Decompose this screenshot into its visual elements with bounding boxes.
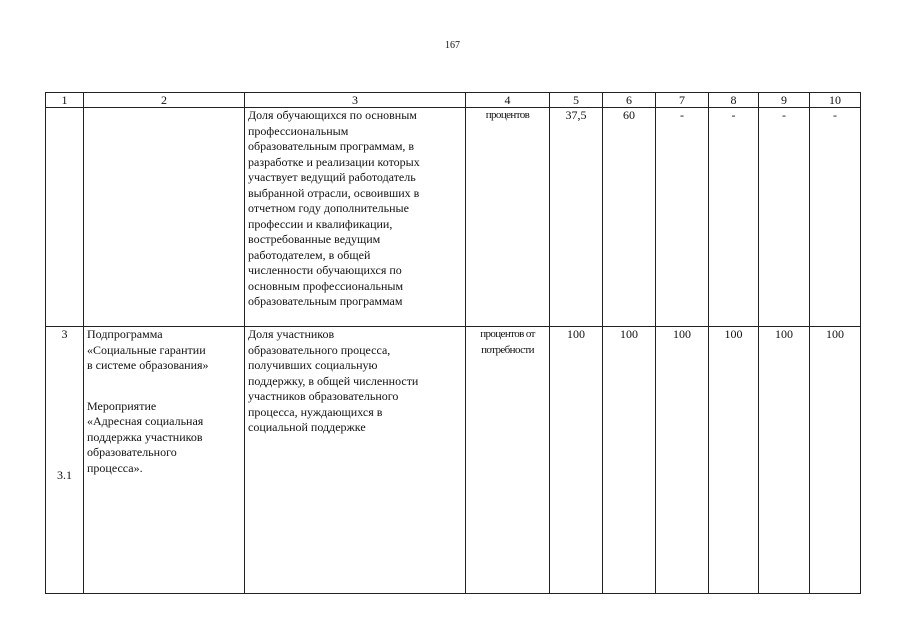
value-cell: 100 <box>656 327 709 594</box>
value-cell: 100 <box>550 327 603 594</box>
value-cell: 100 <box>603 327 656 594</box>
indicators-table <box>45 92 861 594</box>
value-cell: - <box>810 108 861 327</box>
value-cell: 100 <box>759 327 810 594</box>
subprogram-number: 3 <box>61 327 68 341</box>
header-cell: 7 <box>656 93 709 108</box>
header-row <box>46 93 861 108</box>
indicator-cell: Доля обучающихся по основным профессиональным образовательным программам, в разработке и реализации которых участвует ведущий работодатель выбранной отрасли, освоивших в отчетном году дополнительные профессии и квалификации, востребованные ведущим работодателем, в общей численности обучающихся по основным профессиональным образовательным программам <box>245 108 466 327</box>
program-name-cell <box>84 327 245 594</box>
program-name-cell <box>84 108 245 327</box>
value-cell: 100 <box>709 327 759 594</box>
row-number-cell <box>46 327 84 594</box>
unit-cell: процентов <box>466 108 550 327</box>
value-cell: 60 <box>603 108 656 327</box>
header-cell: 8 <box>709 93 759 108</box>
indicator-cell: Доля участников образовательного процесса, получивших социальную поддержку, в общей численности участников образовательного процесса, нуждающихся в социальной поддержке <box>245 327 466 594</box>
activity-title: Мероприятие «Адресная социальная поддержка участников образовательного процесса». <box>87 398 204 475</box>
header-cell: 5 <box>550 93 603 108</box>
unit-cell: процентов от потребности <box>466 327 550 594</box>
header-cell: 3 <box>245 93 466 108</box>
row-number-cell <box>46 108 84 327</box>
value-cell: 100 <box>810 327 861 594</box>
header-cell: 2 <box>84 93 245 108</box>
page-number: 167 <box>445 40 460 51</box>
value-cell: - <box>656 108 709 327</box>
activity-number: 3.1 <box>57 467 72 482</box>
header-cell: 6 <box>603 93 656 108</box>
table-row <box>46 108 861 327</box>
header-cell: 9 <box>759 93 810 108</box>
table-row <box>46 327 861 594</box>
header-cell: 1 <box>46 93 84 108</box>
subprogram-title: Подпрограмма «Социальные гарантии в системе образования» <box>87 327 209 372</box>
header-cell: 10 <box>810 93 861 108</box>
value-cell: - <box>709 108 759 327</box>
value-cell: - <box>759 108 810 327</box>
value-cell: 37,5 <box>550 108 603 327</box>
header-cell: 4 <box>466 93 550 108</box>
